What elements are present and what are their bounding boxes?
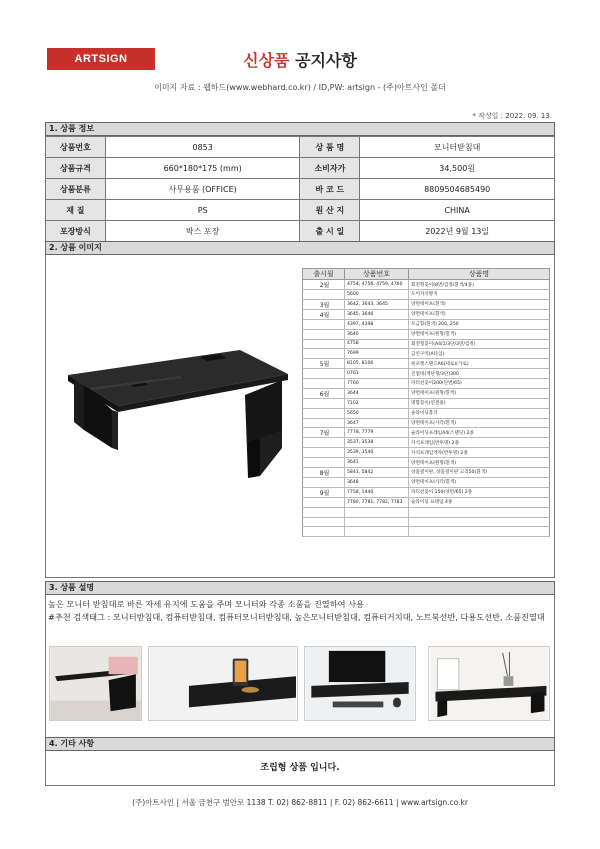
release-month xyxy=(303,408,345,418)
release-month: 7월 xyxy=(303,428,345,438)
product-code: 7760 xyxy=(345,379,409,389)
info-value: 모니터받침대 xyxy=(360,137,555,158)
product-name: 파티션꽂이200(단면/65) xyxy=(409,379,550,389)
info-key: 상 품 명 xyxy=(300,137,360,158)
release-month xyxy=(303,329,345,339)
table-row xyxy=(303,339,550,349)
table-row xyxy=(303,359,550,369)
product-name: 양면테이프(원형/흰색) xyxy=(409,329,550,339)
product-name xyxy=(409,517,550,527)
product-code: 7102 xyxy=(345,398,409,408)
table-row xyxy=(303,418,550,428)
release-month xyxy=(303,458,345,468)
product-code: 3640 xyxy=(345,329,409,339)
release-month xyxy=(303,517,345,527)
table-row xyxy=(303,477,550,487)
info-value: 34,500원 xyxy=(360,158,555,179)
product-name: 회전형꽂이(A4/1/3단/3면/검정) xyxy=(409,339,550,349)
table-row xyxy=(303,517,550,527)
product-code xyxy=(345,517,409,527)
release-month: 2월 xyxy=(303,280,345,290)
product-name: 파티션꽂이 150(양면/65) 2종 xyxy=(409,487,550,497)
release-month xyxy=(303,398,345,408)
photo-display-shelf xyxy=(428,646,550,721)
product-code: 4758 xyxy=(345,339,409,349)
section-image-header: 2. 상품 이미지 xyxy=(45,241,555,255)
description-text: 높은 모니터 받침대로 바른 자세 유지에 도움을 주며 모니터와 각종 소품을 진열하여 사용 xyxy=(48,599,364,609)
product-code: 3648 xyxy=(345,477,409,487)
info-row xyxy=(46,200,555,221)
product-name xyxy=(409,527,550,537)
info-key: 상품분류 xyxy=(46,179,106,200)
product-name: 원포켓스탠드A6(세로)(가로) xyxy=(409,359,550,369)
product-code: 4754, 4756, 4759, 4760 xyxy=(345,280,409,290)
release-month xyxy=(303,290,345,300)
product-name: 양면테이프(원형/흰색) xyxy=(409,388,550,398)
release-month xyxy=(303,497,345,507)
written-date: * 작성일 : 2022. 09. 13. xyxy=(472,112,552,120)
column-header: 상품명 xyxy=(409,269,550,280)
info-row xyxy=(46,221,555,242)
table-row xyxy=(303,329,550,339)
info-key: 소비자가 xyxy=(300,158,360,179)
product-code: 5650 xyxy=(345,408,409,418)
product-name: 자석프레임(반투명) 2종 xyxy=(409,438,550,448)
product-code: 8105, 8106 xyxy=(345,359,409,369)
release-month xyxy=(303,349,345,359)
table-row xyxy=(303,487,550,497)
assembly-notice: 조립형 상품 입니다. xyxy=(45,751,555,786)
info-key: 원 산 지 xyxy=(300,200,360,221)
release-month xyxy=(303,527,345,537)
table-row xyxy=(303,448,550,458)
product-name: 모금함(흰색) 200, 250 xyxy=(409,319,550,329)
product-code: 7780, 7781, 7782, 7783 xyxy=(345,497,409,507)
release-month xyxy=(303,438,345,448)
product-code: 4397, 4398 xyxy=(345,319,409,329)
image-source-info: 이미지 자료 : 웹하드(www.webhard.co.kr) / ID,PW: artsign - (주)아트사인 폴더 xyxy=(154,83,446,92)
table-row xyxy=(303,428,550,438)
table-row xyxy=(303,497,550,507)
product-name: 양면테이프(원형/흰색) xyxy=(409,458,550,468)
product-code xyxy=(345,527,409,537)
product-code: 3647 xyxy=(345,418,409,428)
product-code: 7778, 7779 xyxy=(345,428,409,438)
product-code: 3645, 3646 xyxy=(345,309,409,319)
product-name: 진열대(계단형/3단)300 xyxy=(409,369,550,379)
info-key: 재 질 xyxy=(46,200,106,221)
info-key: 상품규격 xyxy=(46,158,106,179)
product-name: 양면테이프(사각/흰색) xyxy=(409,477,550,487)
info-value: 2022년 9월 13일 xyxy=(360,221,555,242)
product-info-table xyxy=(45,136,555,242)
product-name: 상품걸이판, 상품걸이판 고리50(흰색) xyxy=(409,467,550,477)
info-key: 출 시 일 xyxy=(300,221,360,242)
product-name: 회전형꽂이(8면/검정/흰색/4종) xyxy=(409,280,550,290)
table-row xyxy=(303,299,550,309)
release-month xyxy=(303,369,345,379)
release-month: 6월 xyxy=(303,388,345,398)
product-code: 3537, 3538 xyxy=(345,438,409,448)
table-row xyxy=(303,458,550,468)
section-etc-header: 4. 기타 사항 xyxy=(45,737,555,751)
product-name: 슬라이딩홀더 xyxy=(409,408,550,418)
release-month: 4월 xyxy=(303,309,345,319)
section-description-header: 3. 상품 설명 xyxy=(45,581,555,595)
product-code xyxy=(345,507,409,517)
info-value: 660*180*175 (mm) xyxy=(105,158,300,179)
artsign-logo: ARTSIGN xyxy=(47,48,155,70)
product-name: 자석프레임액자(반투명) 2종 xyxy=(409,448,550,458)
table-row xyxy=(303,527,550,537)
release-month xyxy=(303,339,345,349)
column-header: 상품번호 xyxy=(345,269,409,280)
info-value: CHINA xyxy=(360,200,555,221)
table-row xyxy=(303,467,550,477)
release-month xyxy=(303,448,345,458)
info-value: 8809504685490 xyxy=(360,179,555,200)
section-product-info-header: 1. 상품 정보 xyxy=(45,122,555,136)
product-code: 5600 xyxy=(345,290,409,300)
product-code: 7699 xyxy=(345,349,409,359)
product-code: 5841, 5842 xyxy=(345,467,409,477)
info-row xyxy=(46,158,555,179)
product-code: 7758, 1440 xyxy=(345,487,409,497)
info-key: 포장방식 xyxy=(46,221,106,242)
info-value: 박스 포장 xyxy=(105,221,300,242)
table-row xyxy=(303,280,550,290)
info-value: 0853 xyxy=(105,137,300,158)
release-month: 8월 xyxy=(303,467,345,477)
product-name: 양면테이프(흰색) xyxy=(409,299,550,309)
search-tags: #추천 검색태그 : 모니터받침대, 컴퓨터받침대, 컴퓨터모니터받침대, 높은모니터받침대, 컴퓨터거치대, 노트북선반, 다용도선반, 소품진열대 xyxy=(48,612,545,622)
release-month: 3월 xyxy=(303,299,345,309)
product-code: 3642, 3643, 3645 xyxy=(345,299,409,309)
release-month: 5월 xyxy=(303,359,345,369)
info-value: PS xyxy=(105,200,300,221)
product-code: 0761 xyxy=(345,369,409,379)
column-header: 출시월 xyxy=(303,269,345,280)
table-row xyxy=(303,319,550,329)
company-footer: (주)아트사인 | 서울 금천구 범안로 1138 T. 02) 862-8811 | F. 02) 862-6611 | www.artsign.co.kr xyxy=(132,798,468,807)
table-row xyxy=(303,507,550,517)
release-month xyxy=(303,319,345,329)
product-name: 양면테이프(사각/흰색) xyxy=(409,418,550,428)
release-month xyxy=(303,507,345,517)
info-value: 사무용품 (OFFICE) xyxy=(105,179,300,200)
release-month xyxy=(303,477,345,487)
release-history-table xyxy=(302,268,550,537)
photo-desk-setup xyxy=(304,646,416,721)
table-row xyxy=(303,290,550,300)
title-highlight: 신상품 xyxy=(243,51,290,70)
table-row xyxy=(303,309,550,319)
table-row xyxy=(303,438,550,448)
page-title xyxy=(0,48,600,71)
table-row xyxy=(303,349,550,359)
product-code: 3539, 3540 xyxy=(345,448,409,458)
release-month xyxy=(303,418,345,428)
photo-pink-stand xyxy=(49,646,142,721)
table-row xyxy=(303,379,550,389)
product-name: 양면테이프(흰색) xyxy=(409,309,550,319)
info-key: 상품번호 xyxy=(46,137,106,158)
monitor-stand-image xyxy=(60,330,290,490)
info-row xyxy=(46,179,555,200)
product-code: 3641 xyxy=(345,458,409,468)
product-name: 명함꽂이(연결용) xyxy=(409,398,550,408)
title-text: 공지사항 xyxy=(295,51,357,70)
product-code: 3644 xyxy=(345,388,409,398)
release-month xyxy=(303,379,345,389)
info-row xyxy=(46,137,555,158)
product-name xyxy=(409,507,550,517)
table-row xyxy=(303,388,550,398)
release-month: 9월 xyxy=(303,487,345,497)
product-name: 도어자석방지 xyxy=(409,290,550,300)
photo-stand-closeup xyxy=(148,646,298,721)
table-row xyxy=(303,398,550,408)
product-name: 금연구역(A타입) xyxy=(409,349,550,359)
table-row xyxy=(303,369,550,379)
product-name: 슬라이딩 프레임 4종 xyxy=(409,497,550,507)
table-row xyxy=(303,408,550,418)
info-key: 바 코 드 xyxy=(300,179,360,200)
product-name: 슬라이딩프레임A4(스탠딩) 2종 xyxy=(409,428,550,438)
